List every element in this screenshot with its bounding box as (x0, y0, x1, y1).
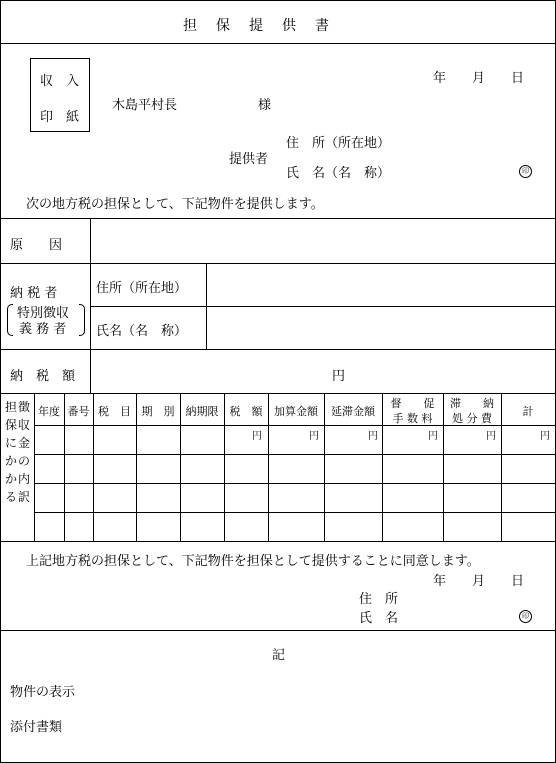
header-taino-bottom: 処 分 費 (452, 412, 492, 425)
side-label-char: の (18, 454, 31, 468)
header-tax-amount: 税 額 (229, 405, 263, 418)
yen-unit: 円 (309, 431, 319, 442)
side-label-char: る (5, 490, 18, 504)
special-collection-label: 特別徴収 (17, 306, 70, 321)
yen-unit: 円 (428, 431, 438, 442)
side-label-char: 訳 (18, 490, 31, 504)
yen-unit: 円 (252, 431, 262, 442)
header-tokusoku-bottom: 手 数 料 (392, 412, 433, 425)
tax-amount-yen: 円 (332, 369, 346, 384)
header-period: 期 別 (141, 405, 175, 418)
attachments-label: 添付書類 (10, 720, 63, 735)
header-delinquency: 延滞金額 (331, 405, 375, 418)
form-title: 担保提供書 (183, 18, 348, 34)
provider-name-label: 氏 名（名 称） (286, 166, 391, 181)
revenue-stamp-box (30, 58, 90, 132)
divider (206, 263, 207, 349)
side-label-char: に (5, 436, 18, 450)
side-label-char: 徴 (18, 400, 31, 414)
taxpayer-address-label: 住所（所在地） (96, 281, 188, 296)
divider (90, 218, 91, 393)
date-label: 年 月 日 (433, 71, 525, 86)
consent-name-label: 氏 名 (359, 611, 399, 626)
divider (1, 218, 555, 219)
header-additional: 加算金額 (274, 405, 318, 418)
header-tokusoku-top: 督 促 (390, 397, 435, 410)
header-total: 計 (522, 405, 534, 418)
property-label: 物件の表示 (10, 685, 76, 700)
stamp-label-line2: 印 紙 (40, 110, 80, 125)
divider (34, 483, 555, 484)
provider-address-label: 住 所（所在地） (286, 136, 391, 151)
statement: 次の地方税の担保として、下記物件を提供します。 (26, 197, 324, 212)
taxpayer-name-label: 氏名（名 称） (96, 324, 188, 339)
divider (1, 263, 555, 264)
divider (90, 306, 555, 307)
seal-icon: 印 (519, 165, 532, 178)
taxpayer-label: 納 税 者 (10, 286, 58, 301)
header-number: 番号 (67, 405, 90, 418)
stamp-label-line1: 収 入 (40, 74, 80, 89)
consent-address-label: 住 所 (359, 592, 399, 607)
bracket-right (79, 304, 85, 336)
seal-icon: 印 (519, 610, 532, 623)
consent-date-label: 年 月 日 (433, 574, 525, 589)
tax-amount-label: 納 税 額 (10, 369, 76, 384)
header-year: 年度 (38, 405, 60, 418)
divider (34, 512, 555, 513)
obligor-label: 義 務 者 (19, 322, 67, 337)
side-label-char: か (5, 472, 18, 486)
cause-label: 原 因 (10, 238, 63, 253)
divider (34, 454, 555, 455)
yen-unit: 円 (486, 431, 496, 442)
divider (1, 541, 555, 542)
yen-unit: 円 (368, 431, 378, 442)
side-label-char: 内 (18, 472, 31, 486)
divider (1, 349, 555, 350)
header-taino-top: 滞 納 (450, 397, 494, 410)
provider-label: 提供者 (229, 152, 269, 167)
header-tax-item: 税 目 (98, 405, 131, 418)
ki-label: 記 (272, 648, 286, 663)
addressee: 木島平村長 (112, 98, 178, 113)
side-label-char: 金 (18, 436, 31, 450)
yen-unit: 円 (540, 431, 550, 442)
side-label-char: 担 (5, 400, 18, 414)
side-label-char: 保 (5, 418, 18, 432)
sama-label: 様 (258, 98, 272, 113)
side-label-char: か (5, 454, 18, 468)
bracket-left (7, 304, 13, 336)
side-label-char: 収 (18, 418, 31, 432)
divider (1, 43, 555, 44)
consent-statement: 上記地方税の担保として、下記物件を担保として提供することに同意します。 (26, 554, 480, 569)
divider (1, 393, 555, 394)
header-due: 納期限 (185, 405, 219, 418)
divider (1, 630, 555, 631)
